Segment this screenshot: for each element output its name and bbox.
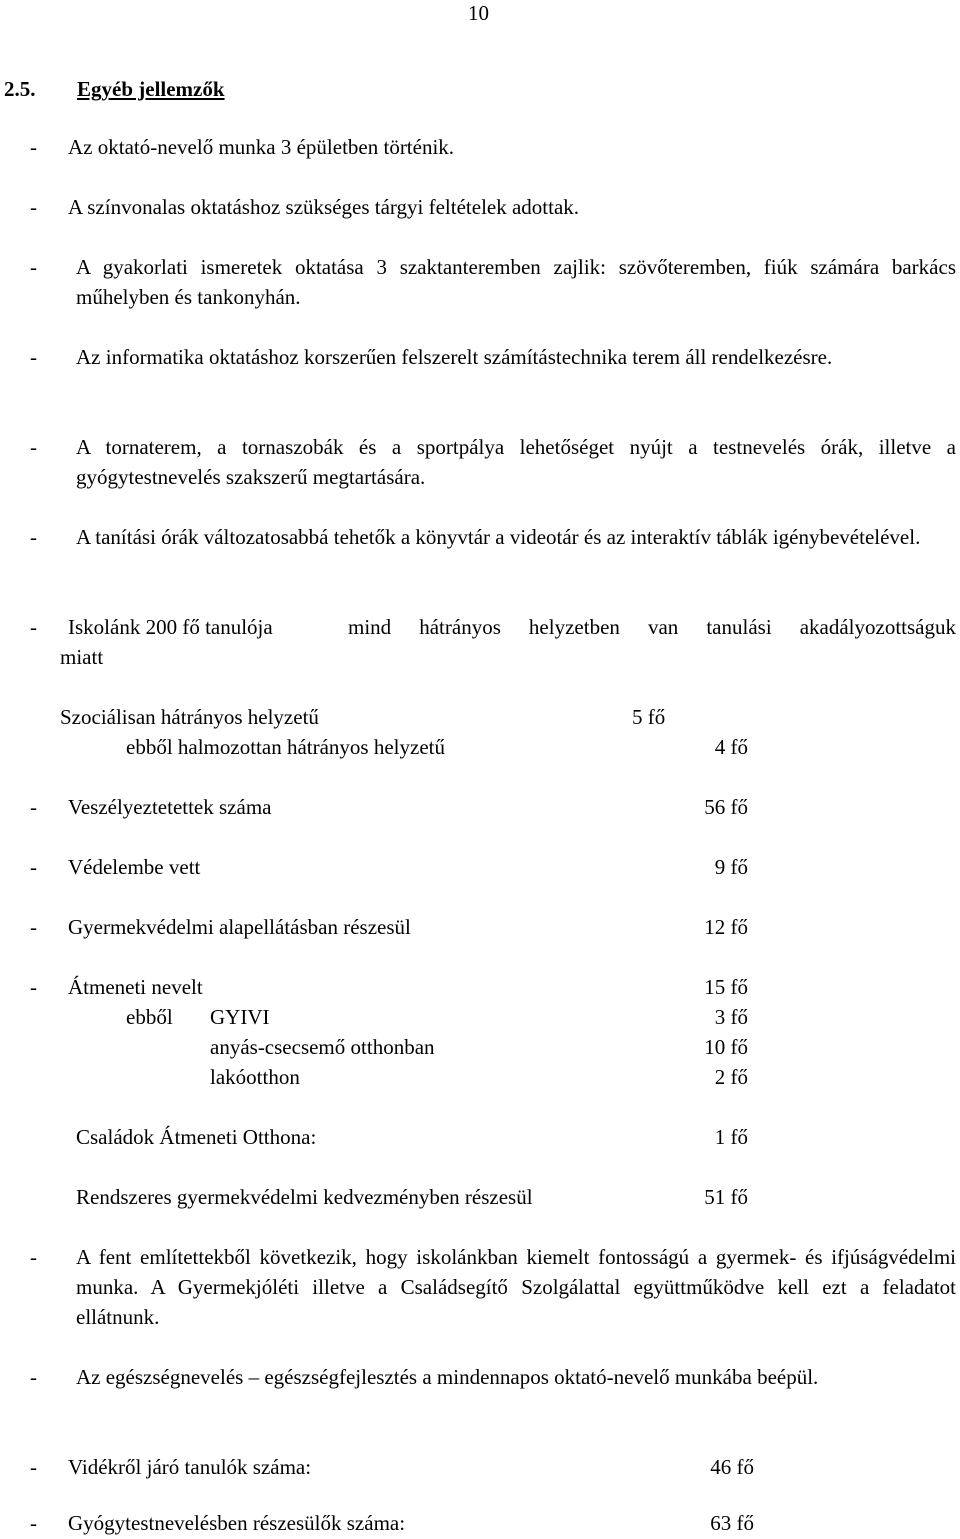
- list-dash: -: [30, 915, 37, 939]
- family-temporary-home-label: Családok Átmeneti Otthona:: [76, 1125, 317, 1149]
- list-item: Az egészségnevelés – egészségfejlesztés a mindennapos oktató-nevelő munkába beépül.: [76, 1365, 819, 1389]
- list-dash: -: [30, 525, 37, 549]
- endangered-value: 56 fő: [704, 795, 748, 819]
- student-status-text-cont: miatt: [60, 645, 104, 669]
- regular-child-benefit-value: 51 fő: [704, 1185, 748, 1209]
- list-dash: -: [30, 255, 37, 279]
- list-item: Az informatika oktatáshoz korszerűen felszerelt számítástechnika terem áll rendelkezésre.: [76, 345, 833, 369]
- list-dash: -: [30, 1455, 37, 1479]
- list-item: A tornaterem, a tornaszobák és a sportpálya lehetőséget nyújt a testnevelés órák, illetve a gyógytestnevelés szakszerű megtartására.: [76, 435, 956, 489]
- list-dash: -: [30, 1245, 37, 1269]
- regular-child-benefit-label: Rendszeres gyermekvédelmi kedvezményben részesül: [76, 1185, 533, 1209]
- list-dash: -: [30, 345, 37, 369]
- list-dash: -: [30, 795, 37, 819]
- list-dash: -: [30, 1511, 37, 1535]
- list-dash: -: [30, 1365, 37, 1389]
- list-item: A színvonalas oktatáshoz szükséges tárgyi feltételek adottak.: [68, 195, 580, 219]
- section-title: Egyéb jellemzők: [77, 77, 225, 101]
- child-welfare-value: 12 fő: [704, 915, 748, 939]
- social-disadvantaged-label: Szociálisan hátrányos helyzetű: [60, 705, 319, 729]
- list-item: Az oktató-nevelő munka 3 épületben történik.: [68, 135, 455, 159]
- gyivi-value: 3 fő: [714, 1005, 748, 1029]
- social-disadvantaged-value: 5 fő: [632, 705, 666, 729]
- remedial-pe-label: Gyógytestnevelésben részesülők száma:: [68, 1511, 406, 1535]
- multiple-disadvantaged-value: 4 fő: [714, 735, 748, 759]
- commuter-students-label: Vidékről járó tanulók száma:: [68, 1455, 312, 1479]
- mother-infant-home-value: 10 fő: [704, 1035, 748, 1059]
- list-dash: -: [30, 135, 37, 159]
- temporary-care-value: 15 fő: [704, 975, 748, 999]
- list-dash: -: [30, 195, 37, 219]
- protected-label: Védelembe vett: [68, 855, 201, 879]
- student-status-text: mind hátrányos helyzetben van tanulási akadályozottságuk: [348, 615, 956, 639]
- list-dash: -: [30, 615, 37, 639]
- multiple-disadvantaged-label: ebből halmozottan hátrányos helyzetű: [126, 735, 445, 759]
- student-count-text: Iskolánk 200 fő tanulója: [68, 615, 273, 639]
- remedial-pe-value: 63 fő: [710, 1511, 754, 1535]
- mother-infant-home-label: anyás-csecsemő otthonban: [210, 1035, 435, 1059]
- child-welfare-label: Gyermekvédelmi alapellátásban részesül: [68, 915, 411, 939]
- list-item: A tanítási órák változatosabbá tehetők a könyvtár a videotár és az interaktív táblák igénybevételével.: [76, 525, 921, 549]
- protected-value: 9 fő: [714, 855, 748, 879]
- family-temporary-home-value: 1 fő: [714, 1125, 748, 1149]
- page-number: 10: [468, 1, 489, 25]
- list-dash: -: [30, 435, 37, 459]
- list-item: A fent említettekből következik, hogy iskolánkban kiemelt fontosságú a gyermek- és ifjúságvédelmi munka. A Gyermekjóléti illetve a Családsegítő Szolgálattal együttműködve kell ezt a feladatot ellátnunk.: [76, 1245, 956, 1329]
- gyivi-label: GYIVI: [210, 1005, 270, 1029]
- temporary-care-label: Átmeneti nevelt: [68, 975, 203, 999]
- list-dash: -: [30, 855, 37, 879]
- commuter-students-value: 46 fő: [710, 1455, 754, 1479]
- list-item: A gyakorlati ismeretek oktatása 3 szaktanteremben zajlik: szövőteremben, fiúk számára barkács műhelyben és tankonyhán.: [76, 255, 956, 309]
- of-which-label: ebből: [126, 1005, 173, 1029]
- list-dash: -: [30, 975, 37, 999]
- endangered-label: Veszélyeztetettek száma: [68, 795, 272, 819]
- section-number: 2.5.: [4, 77, 36, 101]
- residential-home-label: lakóotthon: [210, 1065, 300, 1089]
- residential-home-value: 2 fő: [714, 1065, 748, 1089]
